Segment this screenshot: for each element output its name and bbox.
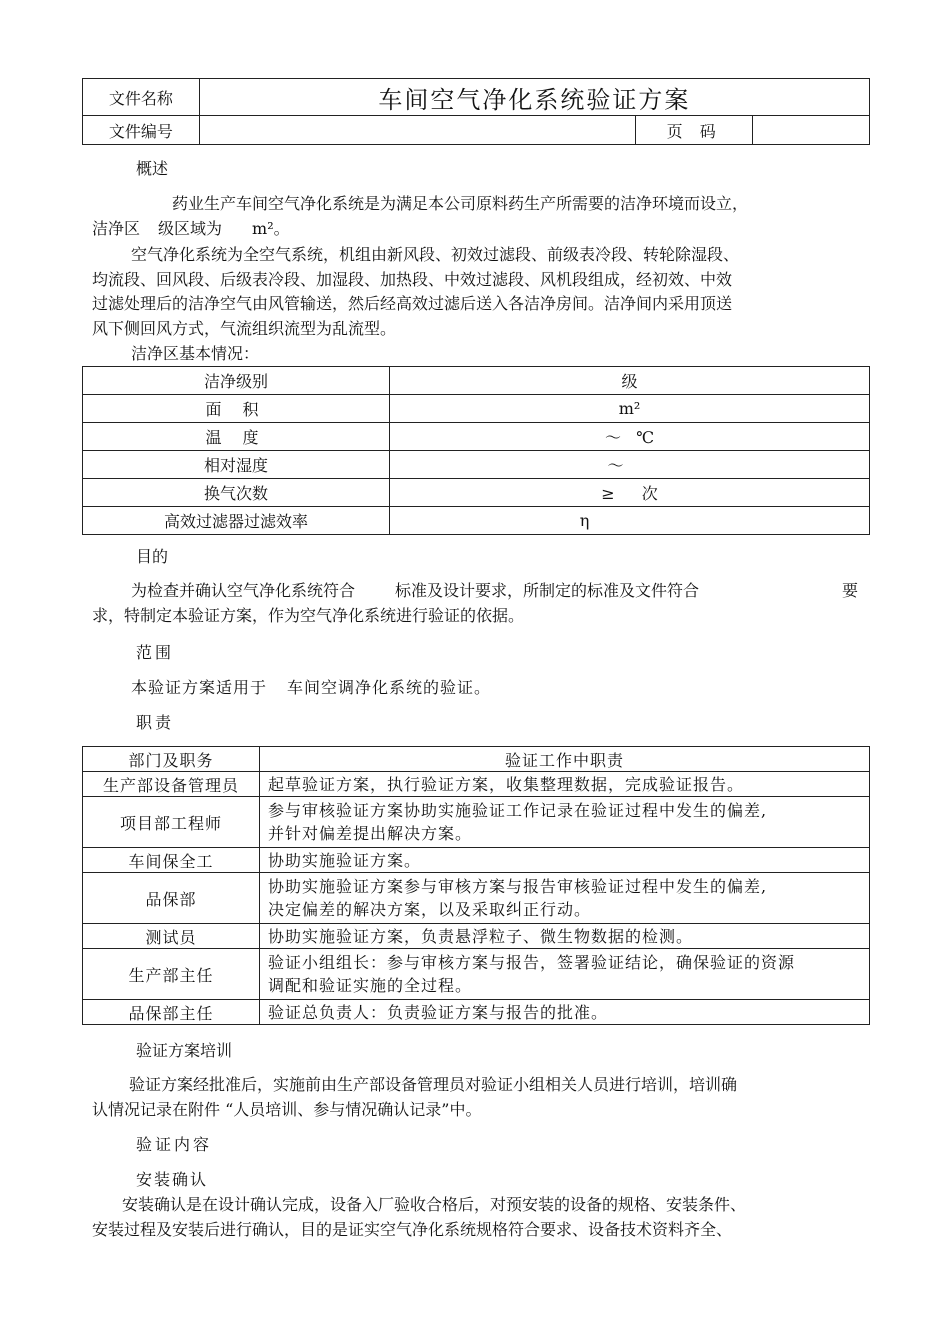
duty-row-dept: 品保部主任 [83, 1000, 260, 1025]
purpose-text-c: 要 [841, 581, 858, 600]
clean-area-table [82, 366, 870, 535]
area-unit-text: m²。 [252, 219, 290, 238]
document-title: 车间空气净化系统验证方案 [199, 79, 869, 116]
table-row [83, 949, 870, 1000]
purpose-text-a: 为检查并确认空气净化系统符合 [131, 581, 356, 600]
duty-row-dept: 生产部设备管理员 [83, 772, 260, 797]
training-line-2: 认情况记录在附件 “人员培训、参与情况确认记录”中。 [92, 1100, 482, 1119]
table-row [83, 423, 870, 451]
duty-line: 验证小组组长：参与审核方案与报告，签署验证结论，确保验证的资源 [268, 953, 796, 972]
installation-line-2: 安装过程及安装后进行确认，目的是证实空气净化系统规格符合要求、设备技术资料齐全、 [92, 1220, 733, 1239]
clean-area-row-label: 换气次数 [83, 479, 390, 507]
duty-row-dept: 品保部 [83, 873, 260, 924]
page-label: 页 码 [636, 116, 753, 145]
table-row [83, 797, 870, 848]
duty-line: 调配和验证实施的全过程。 [268, 976, 473, 995]
overview-paragraph-1-line-2 [92, 217, 290, 241]
content-heading: 验证内容 [136, 1135, 213, 1154]
duties-heading: 职责 [136, 713, 175, 732]
scope-text [131, 676, 491, 700]
duty-line: 并针对偏差提出解决方案。 [268, 824, 473, 843]
overview-paragraph-2-line-1: 空气净化系统为全空气系统，机组由新风段、初效过滤段、前级表冷段、转轮除湿段、 [131, 245, 740, 264]
clean-area-row-value: ～ [390, 451, 870, 479]
scope-text-b: 车间空调净化系统的验证。 [287, 678, 492, 697]
file-name-label: 文件名称 [83, 79, 200, 116]
duties-table [82, 746, 870, 1025]
purpose-heading: 目的 [136, 547, 169, 566]
overview-heading: 概述 [136, 159, 169, 178]
purpose-text-b: 标准及设计要求，所制定的标准及文件符合 [395, 581, 700, 600]
clean-area-row-value: 级 [390, 367, 870, 395]
column-header-department: 部门及职务 [83, 747, 260, 772]
duty-row-text: 协助实施验证方案，负责悬浮粒子、微生物数据的检测。 [260, 924, 870, 949]
duty-line: 参与审核验证方案协助实施验证工作记录在验证过程中发生的偏差, [268, 801, 768, 820]
class-area-text: 级区域为 [158, 219, 223, 238]
duty-row-dept: 项目部工程师 [83, 797, 260, 848]
column-header-duty: 验证工作中职责 [260, 747, 870, 772]
duty-line: 协助实施验证方案参与审核方案与报告审核验证过程中发生的偏差, [268, 877, 768, 896]
scope-heading: 范围 [136, 643, 175, 662]
table-row [83, 451, 870, 479]
clean-area-row-value: m² [390, 395, 870, 423]
clean-area-row-value: ～ ℃ [390, 423, 870, 451]
file-number-label: 文件编号 [83, 116, 200, 145]
table-row [83, 772, 870, 797]
clean-area-text: 洁净区 [92, 219, 141, 238]
duty-row-dept: 车间保全工 [83, 848, 260, 873]
clean-area-row-value: ≥ 次 [390, 479, 870, 507]
duty-row-text [260, 949, 870, 1000]
table-row [83, 367, 870, 395]
file-number-value [199, 116, 635, 145]
duty-row-text: 起草验证方案，执行验证方案，收集整理数据，完成验证报告。 [260, 772, 870, 797]
table-row [83, 848, 870, 873]
clean-area-row-label: 温 度 [83, 423, 390, 451]
clean-area-row-label: 高效过滤器过滤效率 [83, 507, 390, 535]
table-row [83, 924, 870, 949]
table-row [83, 479, 870, 507]
purpose-line-2: 求，特制定本验证方案，作为空气净化系统进行验证的依据。 [92, 606, 525, 625]
clean-area-row-label: 洁净级别 [83, 367, 390, 395]
purpose-line-1 [131, 579, 858, 603]
duty-line: 决定偏差的解决方案，以及采取纠正行动。 [268, 900, 592, 919]
page-number-value [753, 116, 870, 145]
clean-area-row-value: η [390, 507, 870, 535]
installation-heading: 安装确认 [136, 1170, 209, 1189]
overview-paragraph-1-line-1: 药业生产车间空气净化系统是为满足本公司原料药生产所需要的洁净环境而设立， [172, 194, 749, 213]
installation-line-1: 安装确认是在设计确认完成，设备入厂验收合格后，对预安装的设备的规格、安装条件、 [122, 1195, 747, 1214]
duty-row-text [260, 873, 870, 924]
duty-row-text [260, 797, 870, 848]
clean-area-row-label: 面 积 [83, 395, 390, 423]
duty-row-text: 验证总负责人：负责验证方案与报告的批准。 [260, 1000, 870, 1025]
scope-text-a: 本验证方案适用于 [131, 678, 268, 697]
clean-area-row-label: 相对湿度 [83, 451, 390, 479]
duty-row-text: 协助实施验证方案。 [260, 848, 870, 873]
table-row [83, 1000, 870, 1025]
overview-paragraph-2-line-2: 均流段、回风段、后级表冷段、加湿段、加热段、中效过滤段、风机段组成，经初效、中效 [92, 270, 733, 289]
clean-area-intro: 洁净区基本情况： [131, 344, 260, 363]
document-header-table [82, 78, 870, 145]
training-heading: 验证方案培训 [136, 1041, 233, 1060]
duty-row-dept: 生产部主任 [83, 949, 260, 1000]
training-line-1: 验证方案经批准后，实施前由生产部设备管理员对验证小组相关人员进行培训，培训确 [129, 1075, 738, 1094]
duty-row-dept: 测试员 [83, 924, 260, 949]
table-header-row [83, 747, 870, 772]
overview-paragraph-2-line-3: 过滤处理后的洁净空气由风管输送，然后经高效过滤后送入各洁净房间。洁净间内采用顶送 [92, 294, 733, 313]
overview-paragraph-2-line-4: 风下侧回风方式，气流组织流型为乱流型。 [92, 319, 397, 338]
table-row [83, 507, 870, 535]
table-row [83, 395, 870, 423]
table-row [83, 873, 870, 924]
